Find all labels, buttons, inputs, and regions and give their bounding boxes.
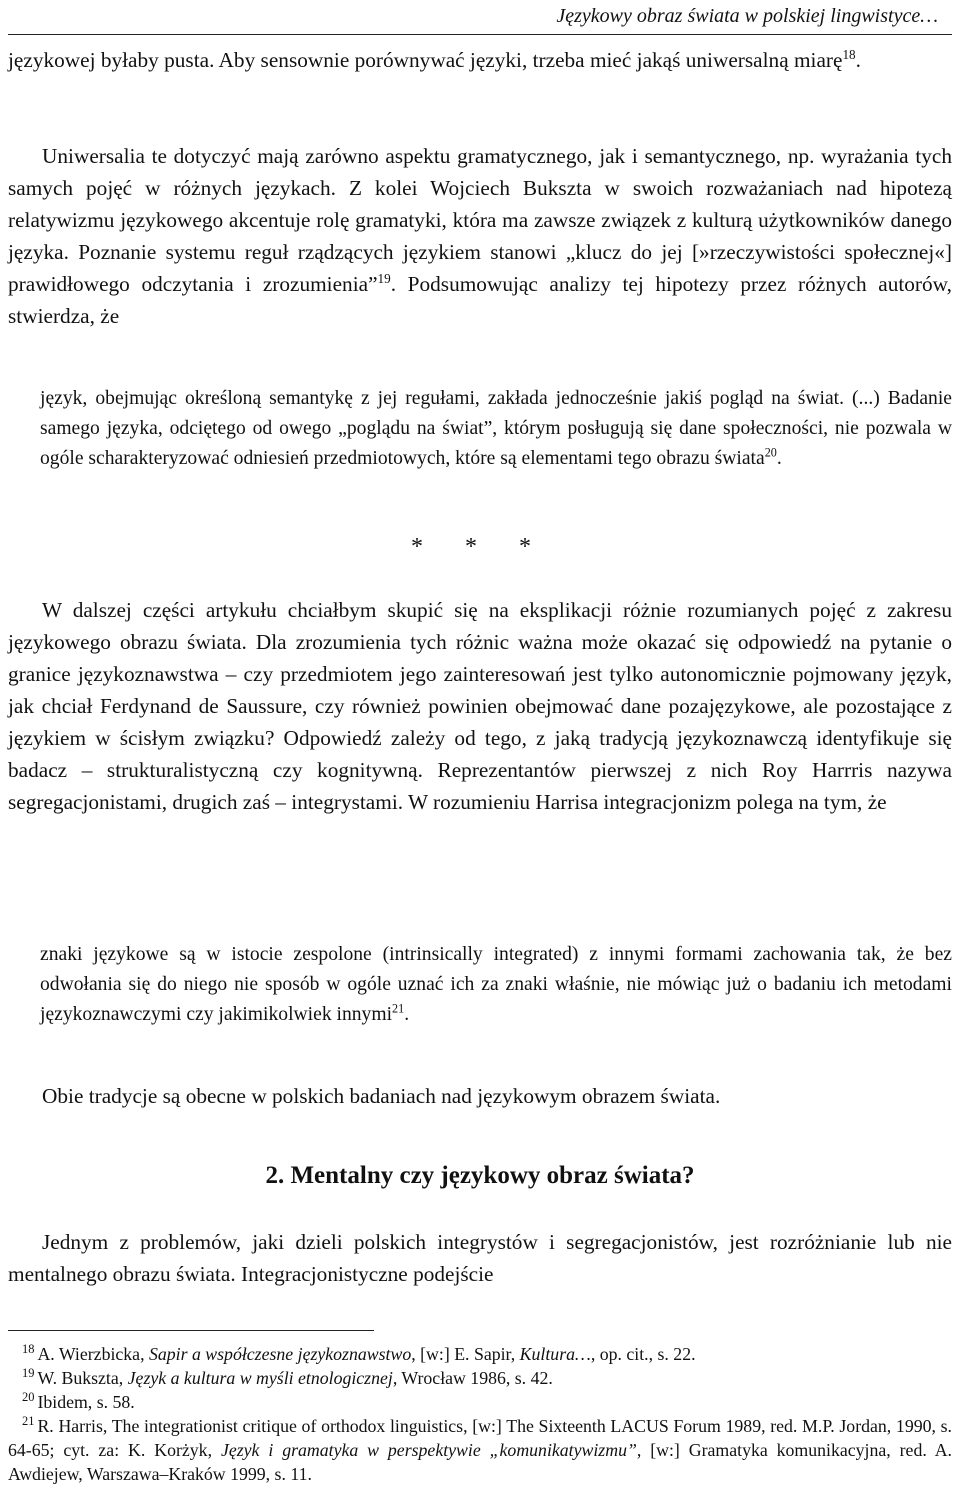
footnote-title: Język a kultura w myśli etnologicznej — [127, 1368, 393, 1388]
footnote-text: , [w:] E. Sapir, — [411, 1344, 520, 1364]
paragraph-2-text-b: . Podsumowując analizy tej hipotezy przez różnych autorów, stwierdza, że — [8, 272, 952, 328]
footnote-number: 19 — [22, 1366, 35, 1381]
footnote-text: W. Bukszta, — [37, 1368, 128, 1388]
running-header: Językowy obraz świata w polskiej lingwistyce… — [556, 5, 938, 27]
footnote-20 — [8, 1390, 952, 1414]
footnote-rule — [8, 1330, 374, 1331]
block-quote-2 — [40, 940, 952, 1030]
footnote-text: R. Harris, The integrationist critique of orthodox linguistics, [w:] The Sixteenth LACUS Forum 1989, red. M.P. Jordan, 1990, s. 64-65; cyt. za: K. Korżyk, — [8, 1416, 952, 1460]
section-separator: * * * — [411, 534, 549, 560]
footnote-text: , op. cit., s. 22. — [590, 1344, 696, 1364]
block-quote-1-text: język, obejmując określoną semantykę z jej regułami, zakłada jednocześnie jakiś pogląd na świat. (...) Badanie samego języka, odciętego od owego „poglądu na świat”, którym posługują się dane społeczności, nie pozwala w ogóle scharakteryzować odniesień przedmiotowych, które są elementami tego obrazu świata — [40, 388, 952, 469]
footnote-number: 18 — [22, 1342, 35, 1357]
footnote-text: , Wrocław 1986, s. 42. — [392, 1368, 553, 1388]
block-quote-2-end: . — [404, 1004, 410, 1025]
header-rule — [8, 34, 952, 35]
paragraph-1-text: językowej byłaby pusta. Aby sensownie porównywać języki, trzeba mieć jakąś uniwersalną miarę — [8, 48, 843, 72]
footnote-text: Ibidem, s. 58. — [37, 1392, 135, 1412]
block-quote-1 — [40, 384, 952, 474]
footnote-title: Język i gramatyka w perspektywie „komunikatywizmu” — [220, 1440, 637, 1460]
footnote-text: , [w:] Gramatyka komunikacyjna, red. A. Awdiejew, Warszawa–Kraków 1999, s. 11. — [8, 1440, 953, 1484]
paragraph-1 — [8, 44, 952, 76]
footnote-19 — [8, 1366, 952, 1390]
block-quote-2-text: znaki językowe są w istocie zespolone (intrinsically integrated) z innymi formami zachowania tak, że bez odwołania się do niego nie sposób w ogóle uznać ich za znaki właśnie, nie mówiąc już o badaniu ich metodami językoznawczymi czy jakimikolwiek innymi — [40, 944, 952, 1025]
footnote-title: Sapir a współczesne językoznawstwo — [148, 1344, 412, 1364]
paragraph-1-end: . — [855, 48, 861, 72]
footnotes — [8, 1342, 952, 1486]
block-quote-1-end: . — [776, 448, 782, 469]
paragraph-3: W dalszej części artykułu chciałbym skupić się na eksplikacji różnie rozumianych pojęć z zakresu językowego obrazu świata. Dla zrozumienia tych różnic ważna może okazać się odpowiedź na pytanie o granice językoznawstwa – czy przedmiotem jego zainteresowań jest tylko autonomicznie pojmowany język, jak chciał Ferdynand de Saussure, czy również powinien obejmować dane pozajęzykowe, ale pozostające z językiem w ścisłym związku? Odpowiedź zależy od tego, z jaką tradycją językoznawczą identyfikuje się badacz – strukturalistyczną czy kognitywną. Reprezentantów pierwszej z nich Roy Harrris nazywa segregacjonistami, drugich zaś – integrystami. W rozumieniu Harrisa integracjonizm polega na tym, że — [8, 598, 952, 814]
paragraph-2 — [8, 140, 952, 332]
paragraph-4: Obie tradycje są obecne w polskich badaniach nad językowym obrazem świata. — [42, 1084, 721, 1108]
footnote-ref-20[interactable]: 20 — [764, 445, 777, 460]
paragraph-5: Jednym z problemów, jaki dzieli polskich integrystów i segregacjonistów, jest rozróżnianie lub nie mentalnego obrazu świata. Integracjonistyczne podejście — [8, 1230, 952, 1286]
footnote-ref-21[interactable]: 21 — [392, 1001, 405, 1016]
footnote-ref-19[interactable]: 19 — [377, 270, 391, 286]
section-heading: 2. Mentalny czy językowy obraz świata? — [265, 1162, 695, 1189]
footnote-18 — [8, 1342, 952, 1366]
paragraph-2-text-a: Uniwersalia te dotyczyć mają zarówno aspektu gramatycznego, jak i semantycznego, np. wyrażania tych samych pojęć w różnych językach. Z kolei Wojciech Bukszta w swoich rozważaniach nad hipotezą relatywizmu językowego akcentuje rolę gramatyki, która ma zawsze związek z kulturą użytkowników danego języka. Poznanie systemu reguł rządzących językiem stanowi „klucz do jej [»rzeczywistości społecznej«] prawidłowego odczytania i zrozumienia” — [8, 144, 952, 296]
footnote-title: Kultura… — [519, 1344, 591, 1364]
footnote-number: 20 — [22, 1390, 35, 1405]
footnote-text: A. Wierzbicka, — [37, 1344, 149, 1364]
footnote-21 — [8, 1414, 952, 1486]
footnote-number: 21 — [22, 1414, 35, 1429]
footnote-ref-18[interactable]: 18 — [842, 46, 856, 62]
